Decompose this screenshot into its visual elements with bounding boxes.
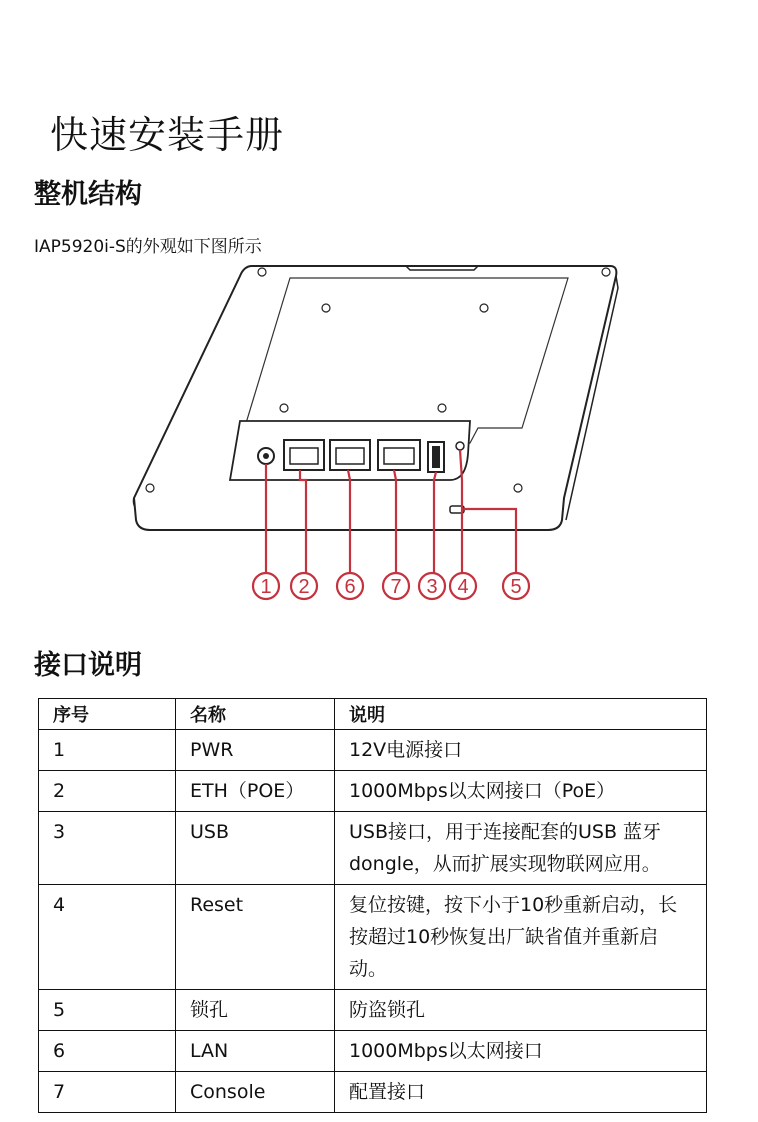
callout-label: 1: [260, 576, 272, 598]
callout-label: 7: [390, 576, 402, 598]
table-row: [39, 812, 707, 885]
screw: [280, 404, 288, 412]
row-description: USB接口，用于连接配套的USB 蓝牙dongle，从而扩展实现物联网应用。: [335, 812, 707, 885]
row-name: Reset: [176, 885, 335, 990]
header-number: 序号: [39, 699, 176, 730]
row-number: 6: [39, 1031, 176, 1072]
table-row: [39, 1031, 707, 1072]
row-name: PWR: [176, 730, 335, 771]
screw: [322, 304, 330, 312]
row-description: 1000Mbps以太网接口（PoE）: [335, 771, 707, 812]
section-heading-structure: 整机结构: [34, 179, 142, 210]
screw: [514, 484, 522, 492]
callout-label: 5: [510, 576, 522, 598]
row-number: 2: [39, 771, 176, 812]
row-number: 5: [39, 990, 176, 1031]
screw: [438, 404, 446, 412]
section-heading-interfaces: 接口说明: [34, 650, 142, 681]
header-name: 名称: [176, 699, 335, 730]
row-description: 12V电源接口: [335, 730, 707, 771]
row-name: LAN: [176, 1031, 335, 1072]
row-name: ETH（POE）: [176, 771, 335, 812]
interface-table: [38, 698, 707, 1113]
row-name: 锁孔: [176, 990, 335, 1031]
row-number: 7: [39, 1072, 176, 1113]
document-title: 快速安装手册: [50, 113, 285, 157]
screw: [146, 484, 154, 492]
table-row: [39, 730, 707, 771]
row-description: 复位按键，按下小于10秒重新启动，长按超过10秒恢复出厂缺省值并重新启动。: [335, 885, 707, 990]
row-description: 1000Mbps以太网接口: [335, 1031, 707, 1072]
row-number: 1: [39, 730, 176, 771]
callout-label: 4: [457, 576, 469, 598]
row-description: 配置接口: [335, 1072, 707, 1113]
table-header-row: [39, 699, 707, 730]
device-illustration: [120, 258, 640, 608]
intro-text: IAP5920i-S的外观如下图所示: [34, 237, 262, 257]
row-name: Console: [176, 1072, 335, 1113]
callout-label: 6: [344, 576, 356, 598]
row-number: 3: [39, 812, 176, 885]
callout-label: 2: [298, 576, 310, 598]
table-row: [39, 1072, 707, 1113]
screw: [258, 268, 266, 276]
screw: [602, 268, 610, 276]
table-row: [39, 885, 707, 990]
row-description: 防盗锁孔: [335, 990, 707, 1031]
callout-label: 3: [426, 576, 438, 598]
mounting-plate: [240, 278, 568, 443]
table-row: [39, 990, 707, 1031]
table-row: [39, 771, 707, 812]
reset-hole: [456, 442, 464, 450]
row-name: USB: [176, 812, 335, 885]
screw: [480, 304, 488, 312]
row-number: 4: [39, 885, 176, 990]
header-description: 说明: [335, 699, 707, 730]
